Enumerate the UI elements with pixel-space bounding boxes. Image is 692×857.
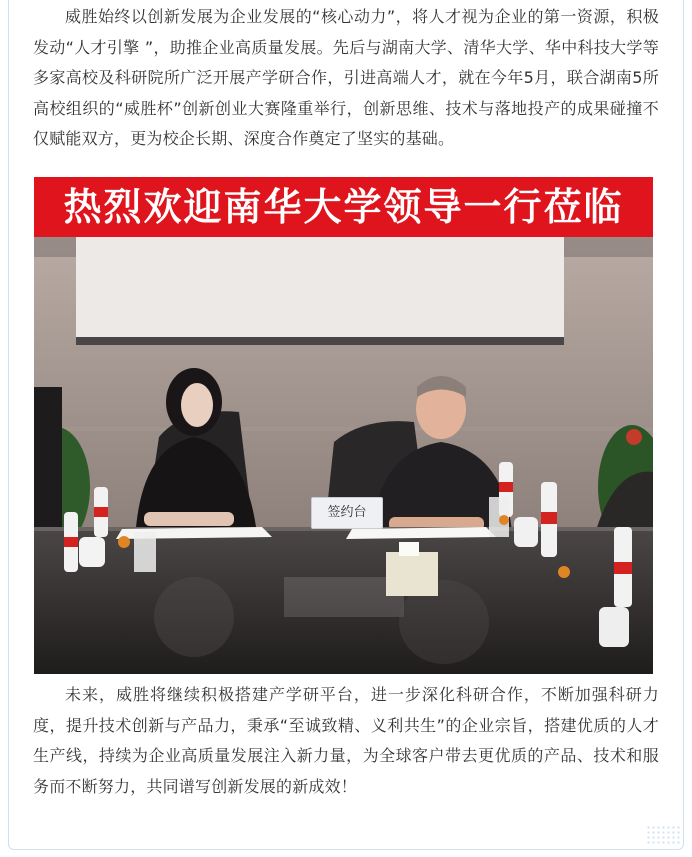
meeting-room-scene [34,237,653,674]
article-paragraph-2: 未来，威胜将继续积极搭建产学研平台，进一步深化科研合作，不断加强科研力度，提升技术创新与产品力，秉承“至诚致精、义利共生”的企业宗旨，搭建优质的人才生产线，持续为企业高质量发展注入新力量，为全球客户带去更优质的产品、技术和服务而不断努力，共同谱写创新发展的新成效！ [33,685,659,796]
welcome-banner: 热烈欢迎南华大学领导一行莅临 [34,177,653,237]
corner-dots-decoration [646,825,680,845]
article-paragraph-1: 威胜始终以创新发展为企业发展的“核心动力”，将人才视为企业的第一资源，积极发动“人才引擎 ”，助推企业高质量发展。先后与湖南大学、清华大学、华中科技大学等多家高校及科研院所广泛开展产学研合作，引进高端人才，就在今年5月，联合湖南5所高校组织的“威胜杯”创新创业大赛隆重举行，创新思维、技术与落地投产的成果碰撞不仅赋能双方，更为校企长期、深度合作奠定了坚实的基础。 [33,7,659,148]
signing-ceremony-photo [34,177,653,674]
signing-table-placard: 签约台 [311,497,383,529]
